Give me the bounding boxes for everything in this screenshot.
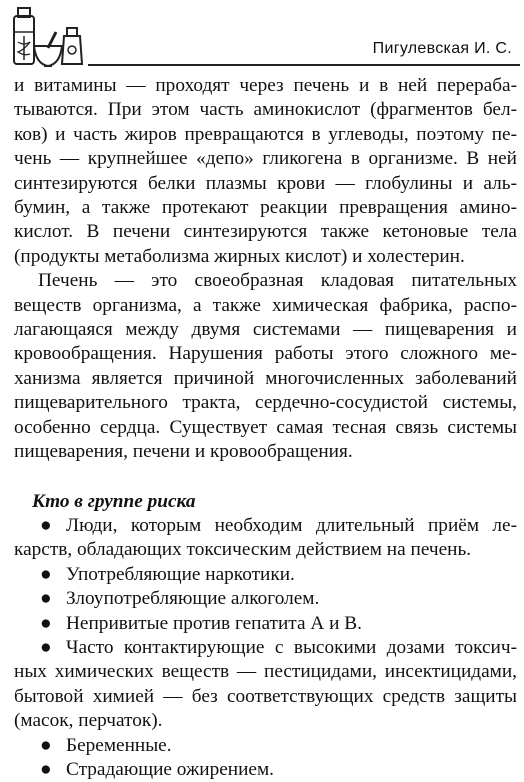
bullet-icon: ● <box>40 758 52 780</box>
bullet-icon: ● <box>40 563 52 585</box>
text-line: веществ организма, а также химическая фабрика, распо- <box>14 294 517 316</box>
pharmacy-bottles-icon <box>4 2 96 74</box>
list-item <box>14 563 517 587</box>
list-item-line <box>14 612 517 636</box>
bullet-icon: ● <box>40 734 52 756</box>
list-item-line: карств, обладающих токсическим действием на печень. <box>14 539 472 561</box>
list-item-text: Злоупотребляющие алкоголем. <box>66 588 320 610</box>
risk-list <box>14 514 517 782</box>
page-body <box>14 74 517 782</box>
list-item-line <box>14 636 517 660</box>
list-item <box>14 636 517 734</box>
text-line: ков) и часть жиров превращаются в углеводы, поэтому пе- <box>14 123 517 145</box>
list-item-text: Люди, которым необходим длительный приём ле- <box>66 514 517 536</box>
text-line: кислот. В печени синтезируются также кетоновые тела <box>14 221 517 243</box>
section-spacer <box>14 465 517 490</box>
list-item-text: Беременные. <box>66 734 172 756</box>
bullet-icon: ● <box>40 514 52 536</box>
text-line: пищеварения, печени и кровообращения. <box>14 441 353 463</box>
list-item-text: Страдающие ожирением. <box>66 758 274 780</box>
page-header <box>0 0 524 78</box>
paragraph-liver-storage <box>14 269 517 464</box>
list-item-line: ных химических веществ — пестицидами, инсектицидами, <box>14 661 517 683</box>
list-item-line <box>14 734 517 758</box>
risk-group-heading: Кто в группе риска <box>32 490 196 512</box>
list-item-line <box>14 514 517 538</box>
list-item-line: (масок, перчаток). <box>14 710 163 732</box>
list-item <box>14 612 517 636</box>
list-item-line <box>14 563 517 587</box>
text-line: (продукты метаболизма жирных кислот) и холестерин. <box>14 245 465 267</box>
text-line: чень — крупнейшее «депо» гликогена в организме. В ней <box>14 148 517 170</box>
list-item-text: Часто контактирующие с высокими дозами токсич- <box>66 636 517 658</box>
text-line: кровообращения. Нарушения работы этого сложного ме- <box>14 343 517 365</box>
bullet-icon: ● <box>40 636 52 658</box>
list-item-line <box>14 758 517 782</box>
bullet-icon: ● <box>40 588 52 610</box>
list-item <box>14 587 517 611</box>
paragraph-metabolism <box>14 74 517 269</box>
list-item <box>14 734 517 758</box>
text-line: ханизма является причиной многочисленных заболеваний <box>14 367 517 389</box>
text-line: тываются. При этом часть аминокислот (фрагментов бел- <box>14 99 517 121</box>
text-line: пищеварительного тракта, сердечно-сосудистой системы, <box>14 392 517 414</box>
running-header-author: Пигулевская И. С. <box>372 40 512 57</box>
list-item <box>14 758 517 782</box>
list-item-text: Непривитые против гепатита А и В. <box>66 612 362 634</box>
list-item <box>14 514 517 563</box>
text-line: особенно сердца. Существует самая тесная связь системы <box>14 416 517 438</box>
bullet-icon: ● <box>40 612 52 634</box>
text-line: Печень — это своеобразная кладовая питательных <box>38 270 517 292</box>
text-line: лагающаяся между двумя системами — пищеварения и <box>14 319 517 341</box>
list-item-line: бытовой химией — без соответствующих средств защиты <box>14 685 517 707</box>
list-item-line <box>14 587 517 611</box>
text-line: бумин, а также протекают реакции превращения амино- <box>14 197 517 219</box>
list-item-text: Употребляющие наркотики. <box>66 563 295 585</box>
header-rule <box>88 64 520 66</box>
text-line: и витамины — проходят через печень и в ней перераба- <box>14 75 517 96</box>
text-line: синтезируются белки плазмы крови — глобулины и аль- <box>14 172 517 194</box>
